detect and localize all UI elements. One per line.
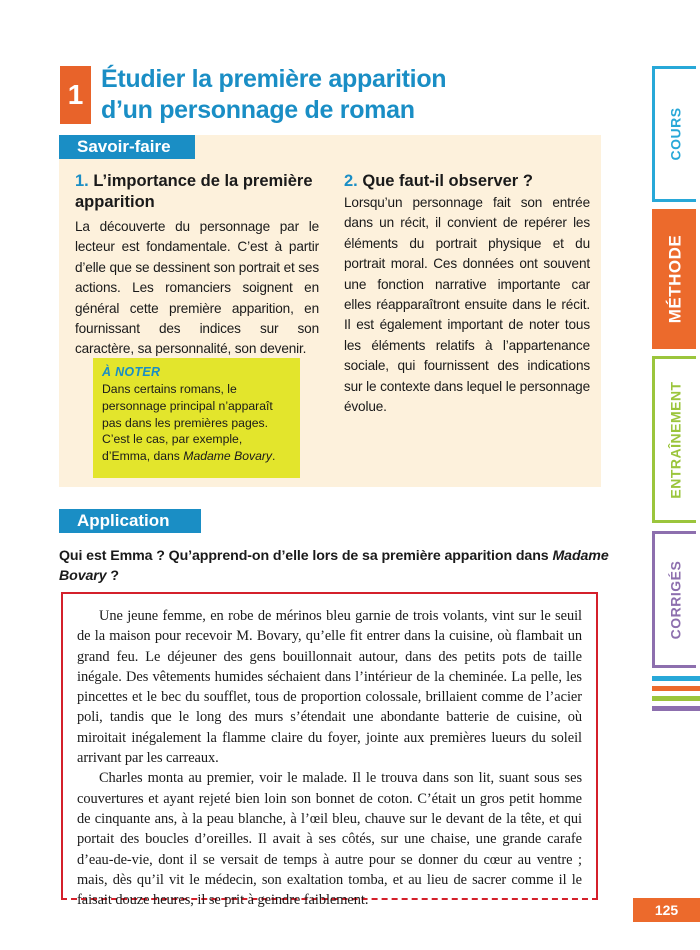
note-box	[93, 358, 300, 478]
tab-corriges[interactable]	[652, 531, 696, 668]
col2-heading	[344, 171, 594, 192]
title-line-2: d’un personnage de roman	[101, 96, 415, 124]
application-label: Application	[59, 509, 201, 533]
excerpt-text	[77, 606, 582, 910]
excerpt-paragraph-2: Charles monta au premier, voir le malade. Il le trouva dans son lit, suant sous ses couvertures et ayant rejeté bien loin son bonnet de coton. C’était un gros petit homme de cinquante ans, à la peau blanche, à l’œil bleu, chauve sur le devant de la tête, et qui portait des boucles d’oreilles. Il avait à ses côtés, sur une chaise, une grande carafe d’eau-de-vie, dont il se versait de temps à autre pour se donner du cœur au ventre ; mais, dès qu’il vit le médecin, son exaltation tomba, et au lieu de sacrer comme il le faisait douze heures, il se prit à geindre faiblement.	[77, 770, 582, 909]
col2-heading-text: Que faut-il observer ?	[362, 172, 533, 190]
page-number: 125	[633, 898, 700, 922]
savoir-faire-label: Savoir-faire	[59, 135, 195, 159]
color-stripe-orange	[652, 686, 700, 691]
col1-heading	[75, 171, 325, 213]
color-stripe-green	[652, 696, 700, 701]
tab-methode-label: MÉTHODE	[665, 234, 685, 324]
note-book-title: Madame Bovary	[183, 449, 273, 464]
note-text-main: Dans certains romans, le personnage principal n’apparaît pas dans les premières pages. C’est le cas, par exemple, d’Emma, dans	[102, 382, 273, 464]
col1-text: La découverte du personnage par le lecteur est fondamentale. C’est à partir d’elle que se dessinent son portrait et ses actions. Les romanciers soignent en général cette première apparition, en fournissant des indices sur son caractère, sa personnalité, son devenir.	[75, 219, 319, 357]
col1-heading-text: L’importance de la première apparition	[75, 172, 313, 211]
tab-corriges-label: CORRIGÉS	[667, 560, 684, 639]
excerpt-box	[61, 592, 598, 909]
application-question	[59, 547, 619, 586]
tab-entrainement[interactable]	[652, 356, 696, 523]
color-stripe-purple	[652, 706, 700, 711]
tab-entrainement-label: ENTRAÎNEMENT	[667, 380, 684, 499]
note-text	[102, 381, 292, 465]
col1-number: 1.	[75, 172, 89, 190]
tab-cours[interactable]	[652, 66, 696, 202]
tab-methode[interactable]	[652, 209, 696, 349]
note-title: À NOTER	[102, 365, 161, 379]
excerpt-paragraph-1: Une jeune femme, en robe de mérinos bleu garnie de trois volants, vint sur le seuil de la maison pour recevoir M. Bovary, qu’elle fit entrer dans la cuisine, où flambait un grand feu. Le déjeuner des gens bouillonnait autour, dans des petits pots de taille inégale. Des vêtements humides séchaient dans l’intérieur de la cheminée. La pelle, les pincettes et le bec du soufflet, tous de proportion colossale, brillaient comme de l’acier poli, tandis que le long des murs s’étendait une abondante batterie de cuisine, où miroitait inégalement la flamme claire du foyer, jointe aux premières lueurs du soleil arrivant par les carreaux.	[77, 608, 582, 767]
page-title	[101, 64, 571, 126]
color-stripe-blue	[652, 676, 700, 681]
col2-text: Lorsqu’un personnage fait son entrée dans un récit, il convient de repérer les éléments du portrait physique et du portrait moral. Ces données ont souvent une fonction narrative importante car elles réapparaîtront ensuite dans le récit. Il est également important de noter tous les éléments relatifs à l’appartenance sociale, qui fournissent des indications sur le contexte dans lequel le personnage évolue.	[344, 195, 590, 415]
question-book-title: Madame Bovary	[59, 548, 609, 584]
section-number-badge: 1	[60, 66, 91, 124]
tab-cours-label: COURS	[667, 107, 684, 161]
title-line-1: Étudier la première apparition	[101, 65, 447, 93]
question-main: Qui est Emma ? Qu’apprend-on d’elle lors de sa première apparition dans	[59, 548, 553, 564]
note-text-end: .	[272, 449, 276, 464]
col2-number: 2.	[344, 172, 358, 190]
question-end: ?	[106, 567, 119, 584]
